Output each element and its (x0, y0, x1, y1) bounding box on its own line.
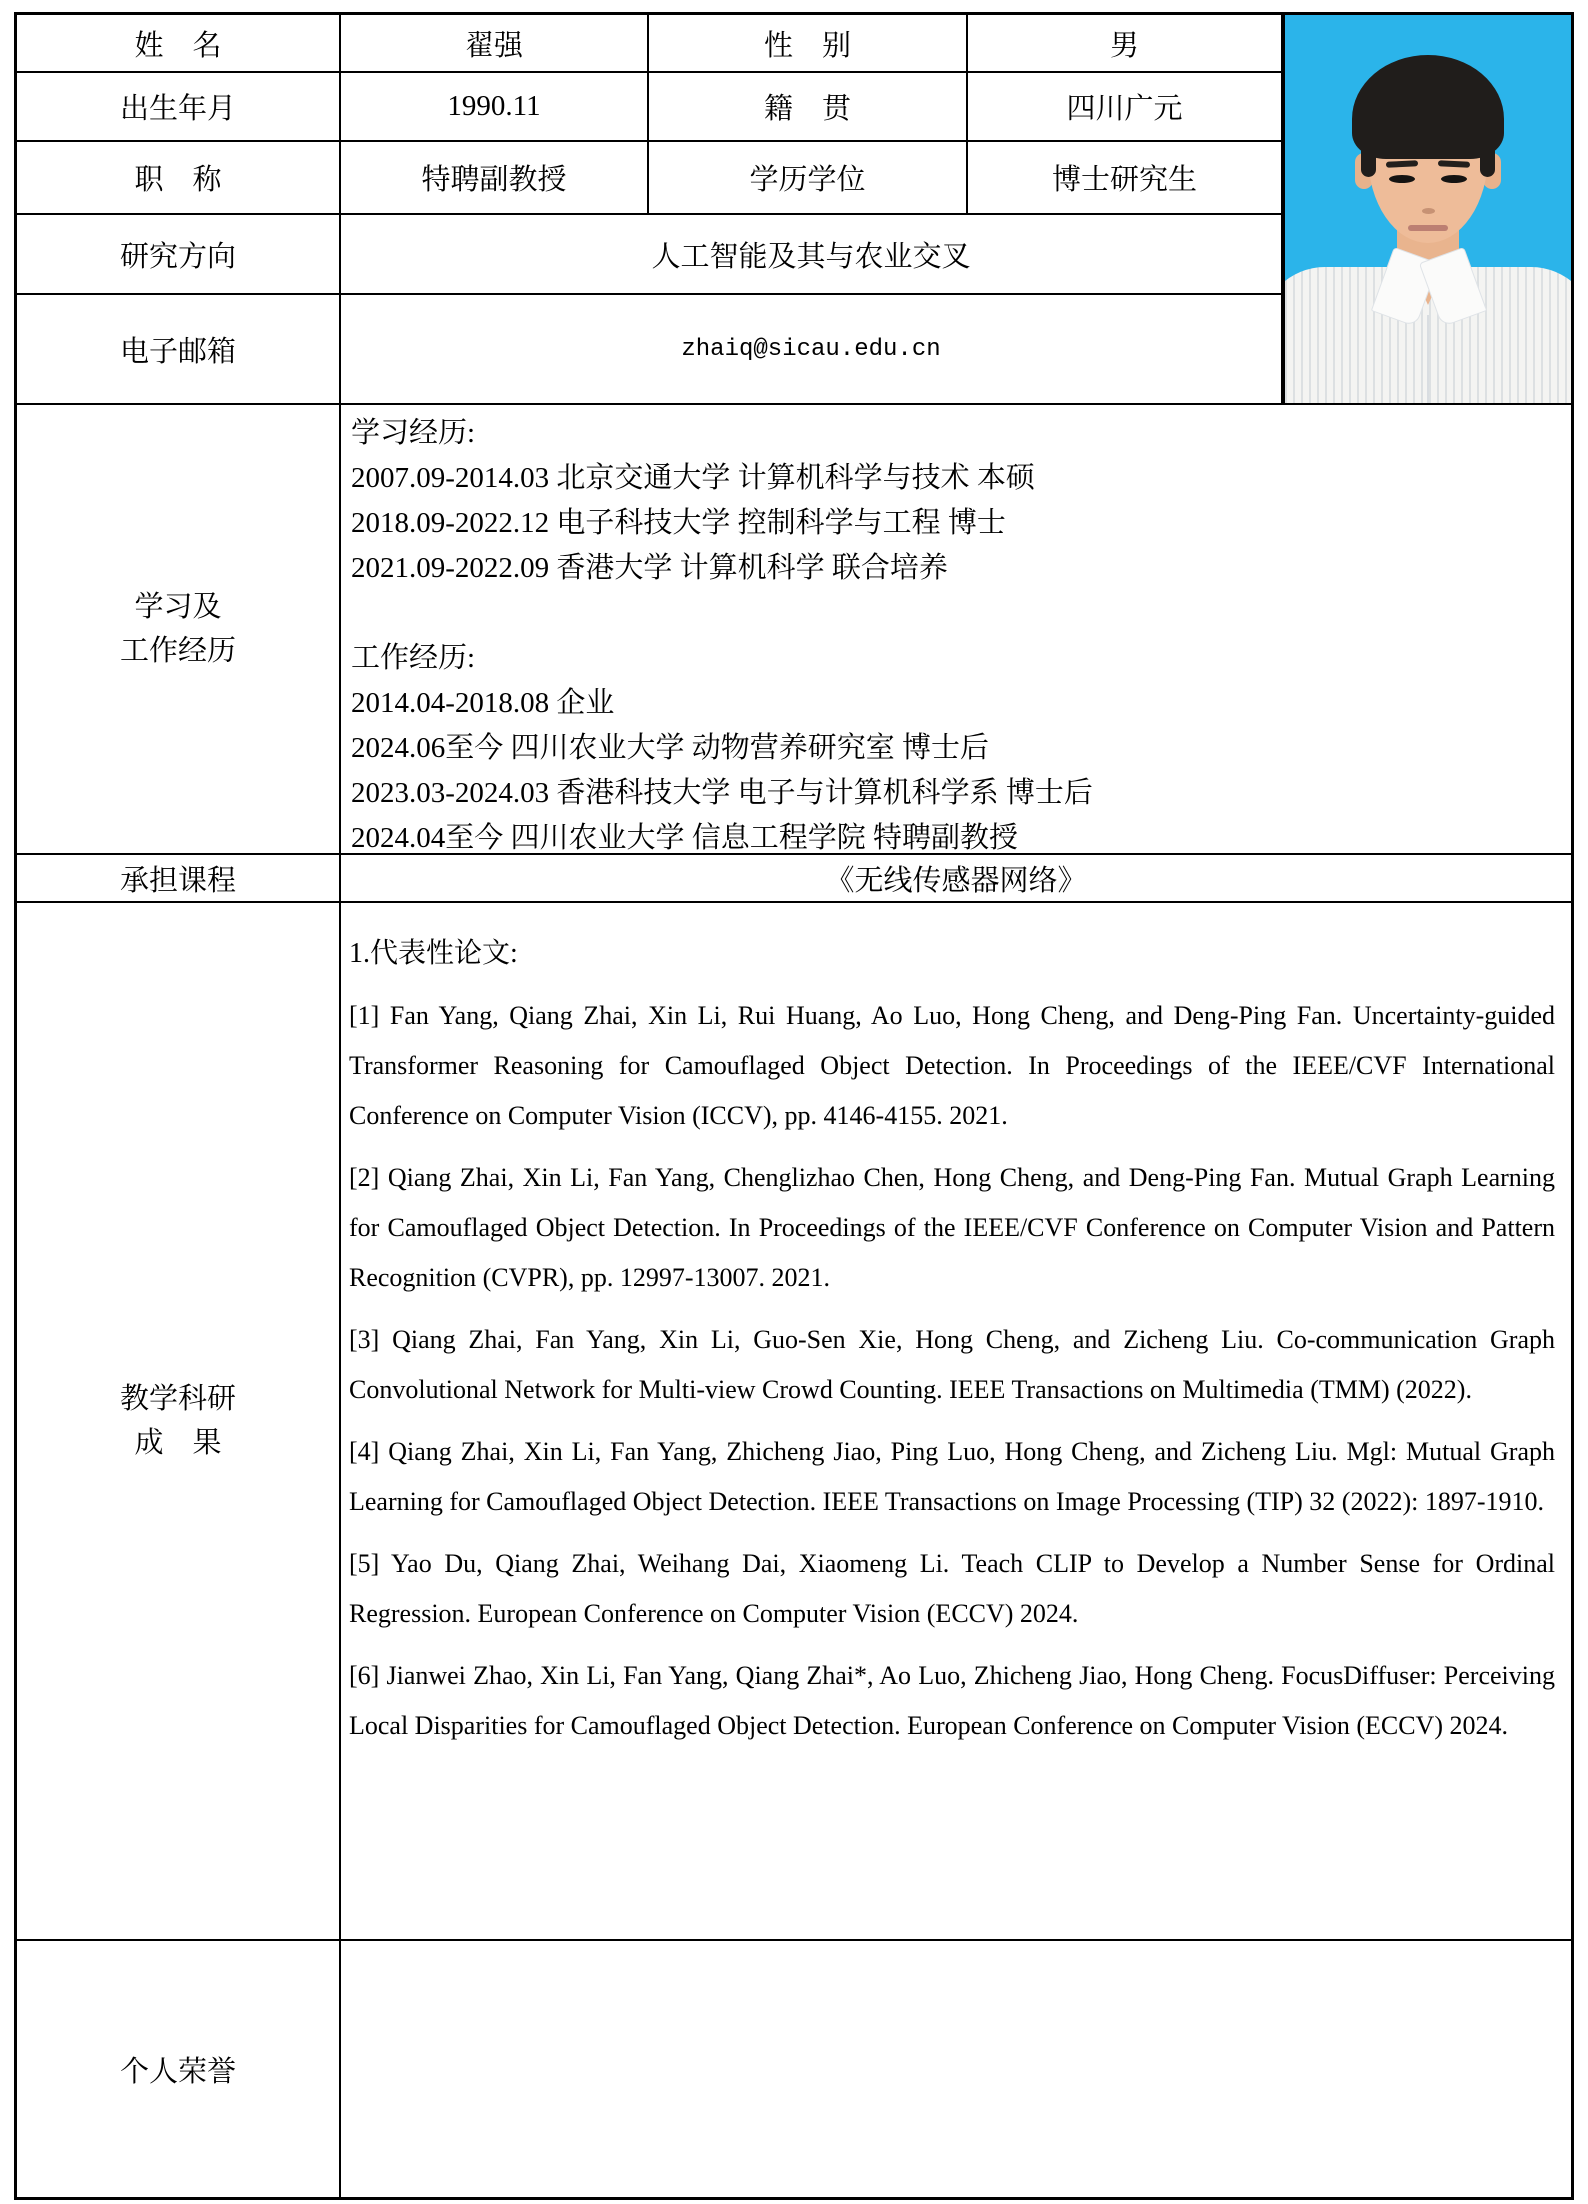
experience-label-line1: 学习及 (134, 591, 222, 623)
publication-entry: [2] Qiang Zhai, Xin Li, Fan Yang, Chenglizhao Chen, Hong Cheng, and Deng-Ping Fan. Mutual Graph Learning for Camouflaged Object Detection. In Proceedings of the IEEE/CVF Conference on Computer Vision and Pattern Recognition (CVPR), pp. 12997-13007. 2021. (349, 1163, 1555, 1292)
degree-label: 学历学位 (649, 142, 968, 213)
courses-label: 承担课程 (17, 855, 341, 901)
experience-line: 工作经历: (351, 642, 476, 674)
publication-entry: [5] Yao Du, Qiang Zhai, Weihang Dai, Xiaomeng Li. Teach CLIP to Develop a Number Sense for Ordinal Regression. European Conference on Computer Vision (ECCV) 2024. (349, 1549, 1555, 1628)
email-value: zhaiq@sicau.edu.cn (341, 295, 1283, 403)
experience-line: 2023.03-2024.03 香港科技大学 电子与计算机科学系 博士后 (351, 777, 1093, 809)
publications-list (349, 991, 1555, 1751)
birth-date-value: 1990.11 (341, 73, 649, 140)
achievements-label-line1: 教学科研 (119, 1383, 236, 1415)
experience-line (351, 591, 1561, 636)
job-title-value: 特聘副教授 (341, 142, 649, 213)
achievements-content (341, 903, 1571, 1939)
experience-line: 2014.04-2018.08 企业 (351, 687, 615, 719)
honors-label: 个人荣誉 (17, 1941, 341, 2197)
experience-line: 2007.09-2014.03 北京交通大学 计算机科学与技术 本硕 (351, 462, 1035, 494)
photo-hair-temple-left (1361, 131, 1376, 177)
id-photo (1283, 15, 1571, 405)
experience-label (17, 405, 341, 853)
publication-entry: [3] Qiang Zhai, Fan Yang, Xin Li, Guo-Sen Xie, Hong Cheng, and Zicheng Liu. Co-communication Graph Convolutional Network for Multi-view Crowd Counting. IEEE Transactions on Multimedia (TMM) (2022). (349, 1325, 1555, 1404)
name-value: 翟强 (341, 15, 649, 71)
table-row (17, 405, 1571, 855)
native-place-label: 籍 贯 (649, 73, 968, 140)
achievements-label (17, 903, 341, 1939)
experience-label-line2: 工作经历 (119, 635, 236, 667)
experience-content (341, 405, 1571, 853)
publications-heading: 1.代表性论文: (349, 938, 518, 969)
experience-line: 2018.09-2022.12 电子科技大学 控制科学与工程 博士 (351, 507, 1006, 539)
resume-table (14, 12, 1574, 2200)
courses-value: 《无线传感器网络》 (825, 864, 1087, 897)
photo-eye-left (1389, 175, 1415, 183)
achievements-label-line2: 成 果 (134, 1427, 222, 1459)
experience-line: 2021.09-2022.09 香港大学 计算机科学 联合培养 (351, 552, 948, 584)
job-title-label: 职 称 (17, 142, 341, 213)
table-row (17, 855, 1571, 903)
experience-line: 2024.04至今 四川农业大学 信息工程学院 特聘副教授 (351, 822, 1019, 853)
research-direction-label: 研究方向 (17, 215, 341, 293)
publication-entry: [1] Fan Yang, Qiang Zhai, Xin Li, Rui Huang, Ao Luo, Hong Cheng, and Deng-Ping Fan. Uncertainty-guided Transformer Reasoning for Camouflaged Object Detection. In Proceedings of the IEEE/CVF International Conference on Computer Vision (ICCV), pp. 4146-4155. 2021. (349, 1001, 1555, 1130)
gender-value: 男 (968, 15, 1283, 71)
email-label: 电子邮箱 (17, 295, 341, 403)
photo-mouth (1408, 225, 1448, 231)
degree-value: 博士研究生 (968, 142, 1283, 213)
honors-value (341, 1941, 1571, 2197)
experience-line: 2024.06至今 四川农业大学 动物营养研究室 博士后 (351, 732, 990, 764)
gender-label: 性 别 (649, 15, 968, 71)
name-label: 姓 名 (17, 15, 341, 71)
photo-shirt-placket (1427, 315, 1429, 405)
birth-date-label: 出生年月 (17, 73, 341, 140)
photo-nose (1422, 208, 1435, 214)
experience-line: 学习经历: (351, 417, 476, 449)
native-place-value: 四川广元 (968, 73, 1283, 140)
photo-eye-right (1441, 175, 1467, 183)
publication-entry: [6] Jianwei Zhao, Xin Li, Fan Yang, Qiang Zhai*, Ao Luo, Zhicheng Jiao, Hong Cheng. FocusDiffuser: Perceiving Local Disparities for Camouflaged Object Detection. European Conference on Computer Vision (ECCV) 2024. (349, 1661, 1555, 1740)
table-row (17, 1941, 1571, 2197)
publication-entry: [4] Qiang Zhai, Xin Li, Fan Yang, Zhicheng Jiao, Ping Luo, Hong Cheng, and Zicheng Liu. Mgl: Mutual Graph Learning for Camouflaged Object Detection. IEEE Transactions on Image Processing (TIP) 32 (2022): 1897-1910. (349, 1437, 1555, 1516)
photo-hair-temple-right (1480, 131, 1495, 177)
table-row (17, 903, 1571, 1941)
research-direction-value: 人工智能及其与农业交叉 (341, 215, 1283, 293)
